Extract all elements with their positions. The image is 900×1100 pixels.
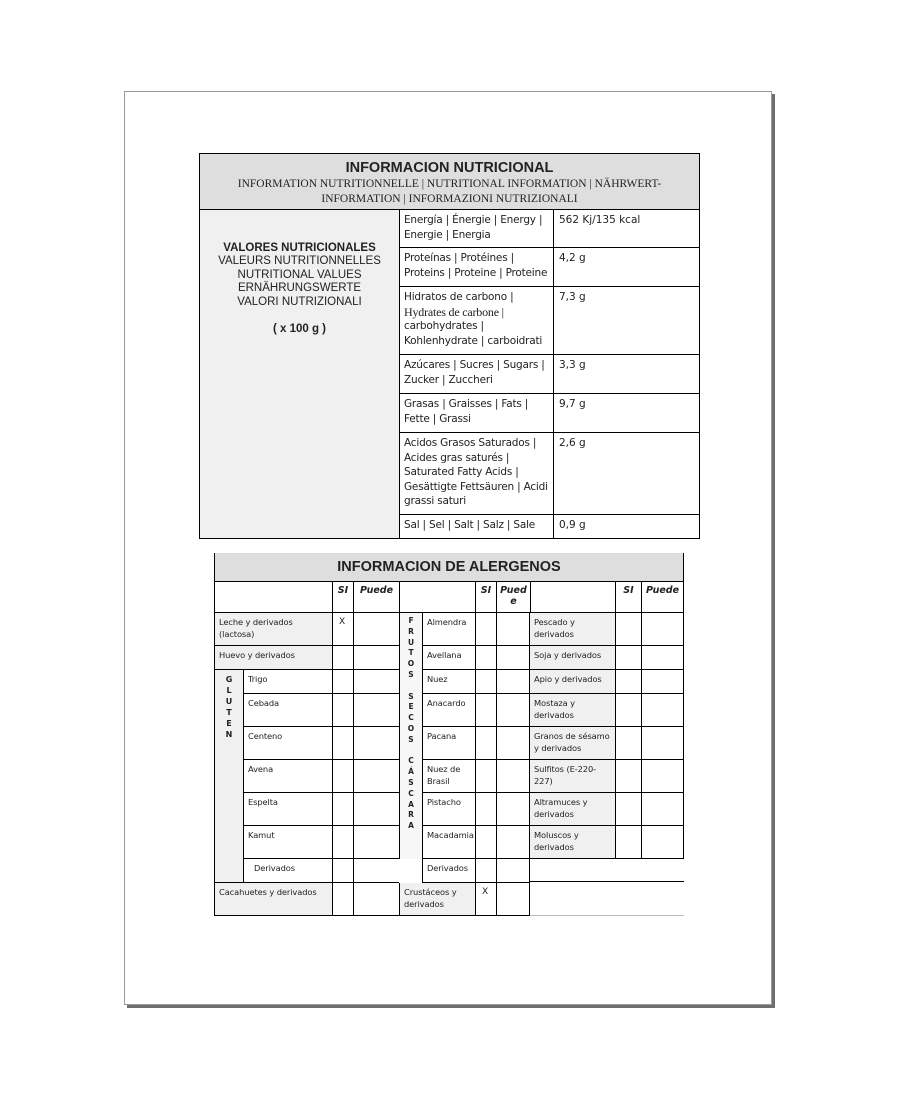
allergen-si[interactable] (475, 826, 496, 859)
nut-item: Avellana (422, 646, 475, 670)
gluten-item: Trigo (243, 670, 332, 694)
side-label-it: VALORI NUTRIZIONALI (237, 295, 362, 308)
allergen-si[interactable] (475, 613, 496, 646)
header-puede-right: Puede (641, 581, 684, 613)
nutrition-row-value: 4,2 g (554, 248, 700, 287)
allergen-si[interactable] (475, 670, 496, 694)
allergen-puede[interactable] (641, 613, 684, 646)
gluten-item: Kamut (243, 826, 332, 859)
allergen-name: Altramuces y derivados (530, 793, 615, 826)
allergen-puede[interactable] (641, 694, 684, 727)
header-si-left: SI (332, 581, 353, 613)
right-row-divider (530, 858, 684, 882)
bottom-right-blank (530, 883, 684, 916)
nutrition-header (199, 153, 700, 210)
nutrition-row-value: 9,7 g (554, 394, 700, 433)
allergen-puede[interactable] (353, 670, 399, 694)
allergen-si[interactable] (332, 826, 353, 859)
header-blank-right (530, 581, 615, 613)
allergen-puede[interactable] (353, 793, 399, 826)
allergen-puede[interactable] (496, 646, 530, 670)
allergen-si[interactable] (475, 694, 496, 727)
allergen-puede[interactable] (496, 670, 530, 694)
allergen-si[interactable] (475, 859, 496, 883)
allergen-si[interactable] (332, 727, 353, 760)
nut-item: Nuez de Brasil (422, 760, 475, 793)
allergen-puede[interactable] (496, 613, 530, 646)
allergen-si: X (332, 613, 353, 646)
gluten-group-label: G L U T E N (214, 670, 243, 883)
nutrition-row-label: Proteínas | Protéines | Proteins | Proteine | Proteine (399, 248, 554, 287)
side-label-es: VALORES NUTRICIONALES (223, 242, 376, 254)
nut-item: Pacana (422, 727, 475, 760)
nutrition-row-value: 7,3 g (554, 287, 700, 355)
carb-label-fr: Hydrates de carbone | (404, 304, 504, 319)
allergen-si[interactable] (615, 613, 641, 646)
allergen-puede[interactable] (353, 694, 399, 727)
allergen-si[interactable] (475, 646, 496, 670)
carb-label-es: Hidratos de carbono | (404, 291, 514, 303)
header-si-right: SI (615, 581, 641, 613)
header-blank-left (214, 581, 332, 613)
allergen-si[interactable] (615, 826, 641, 859)
frutos-secos-group-label: F R U T O S S E C O S C Á S C A R A (399, 613, 422, 859)
nutrition-row-label: Grasas | Graisses | Fats | Fette | Grassi (399, 394, 554, 433)
allergen-puede[interactable] (496, 760, 530, 793)
side-label-de: ERNÄHRUNGSWERTE (237, 282, 362, 294)
nutrition-row-value: 562 Kj/135 kcal (554, 210, 700, 248)
allergen-name: Huevo y derivados (214, 646, 332, 670)
side-label-en: NUTRITIONAL VALUES (237, 268, 362, 281)
allergen-si[interactable] (332, 646, 353, 670)
nutrition-row-label (399, 287, 554, 355)
allergen-name: Sulfitos (E-220-227) (530, 760, 615, 793)
allergen-puede[interactable] (496, 793, 530, 826)
allergen-puede[interactable] (353, 760, 399, 793)
allergen-si[interactable] (475, 727, 496, 760)
allergen-name: Soja y derivados (530, 646, 615, 670)
allergen-header (214, 553, 684, 581)
allergen-puede[interactable] (353, 646, 399, 670)
allergen-name: Pescado y derivados (530, 613, 615, 646)
nutrition-subtitle-1: INFORMATION NUTRITIONNELLE | NUTRITIONAL INFORMATION | NÄHRWERT- (237, 178, 662, 190)
allergen-si[interactable] (615, 646, 641, 670)
allergen-title: INFORMACION DE ALERGENOS (337, 559, 561, 575)
allergen-si[interactable] (615, 694, 641, 727)
nut-item: Nuez (422, 670, 475, 694)
allergen-puede[interactable] (353, 727, 399, 760)
allergen-name: Cacahuetes y derivados (214, 883, 332, 916)
nutrition-row-label: Sal | Sel | Salt | Salz | Sale (399, 515, 554, 539)
allergen-puede[interactable] (496, 826, 530, 859)
side-label-fr: VALEURS NUTRITIONNELLES (218, 255, 381, 267)
allergen-puede[interactable] (641, 727, 684, 760)
allergen-si[interactable] (332, 760, 353, 793)
gluten-item: Derivados (243, 859, 332, 883)
header-blank-mid (399, 581, 475, 613)
nutrition-row-label: Energía | Énergie | Energy | Energie | Energia (399, 210, 554, 248)
allergen-si[interactable] (475, 793, 496, 826)
allergen-puede[interactable] (641, 646, 684, 670)
allergen-si[interactable] (615, 793, 641, 826)
gluten-item: Avena (243, 760, 332, 793)
allergen-name: Mostaza y derivados (530, 694, 615, 727)
allergen-puede[interactable] (353, 613, 399, 646)
nutrition-side-panel (199, 210, 399, 539)
gluten-item: Centeno (243, 727, 332, 760)
allergen-si[interactable] (332, 694, 353, 727)
gluten-item: Espelta (243, 793, 332, 826)
allergen-name: Leche y derivados (lactosa) (214, 613, 332, 646)
nutrition-row-label: Azúcares | Sucres | Sugars | Zucker | Zuccheri (399, 355, 554, 394)
nutrition-title: INFORMACION NUTRICIONAL (345, 160, 554, 176)
allergen-puede[interactable] (353, 883, 399, 916)
allergen-si[interactable] (615, 670, 641, 694)
nut-item: Pistacho (422, 793, 475, 826)
allergen-puede[interactable] (496, 883, 530, 916)
header-puede-left: Puede (353, 581, 399, 613)
allergen-name: Granos de sésamo y derivados (530, 727, 615, 760)
header-si-mid: SI (475, 581, 496, 613)
allergen-si[interactable] (332, 793, 353, 826)
allergen-puede[interactable] (496, 859, 530, 883)
allergen-si[interactable] (332, 883, 353, 916)
allergen-puede[interactable] (496, 727, 530, 760)
allergen-puede[interactable] (496, 694, 530, 727)
document-page (124, 91, 772, 1005)
allergen-puede[interactable] (641, 670, 684, 694)
allergen-name: Apio y derivados (530, 670, 615, 694)
allergen-puede[interactable] (641, 793, 684, 826)
allergen-puede[interactable] (641, 826, 684, 859)
nutrition-row-value: 3,3 g (554, 355, 700, 394)
allergen-si[interactable] (332, 859, 353, 883)
allergen-si[interactable] (615, 760, 641, 793)
gluten-item: Cebada (243, 694, 332, 727)
header-puede-mid: Pued e (496, 581, 530, 613)
allergen-puede[interactable] (353, 826, 399, 859)
nut-item: Anacardo (422, 694, 475, 727)
nutrition-row-label: Acidos Grasos Saturados | Acides gras saturés | Saturated Fatty Acids | Gesättigte Fettsäuren | Acidi grassi saturi (399, 433, 554, 515)
allergen-name: Moluscos y derivados (530, 826, 615, 859)
nutrition-row-value: 2,6 g (554, 433, 700, 515)
nutrition-subtitle-2: INFORMATION | INFORMAZIONI NUTRIZIONALI (321, 192, 578, 205)
allergen-puede[interactable] (353, 859, 399, 883)
allergen-si: X (475, 883, 496, 916)
per-100g: ( x 100 g ) (272, 323, 327, 335)
carb-label-rest: carbohydrates | Kohlenhydrate | carboidrati (404, 320, 543, 347)
nut-item: Macadamia (422, 826, 475, 859)
allergen-si[interactable] (615, 727, 641, 760)
allergen-name: Crustáceos y derivados (399, 883, 475, 916)
allergen-si[interactable] (475, 760, 496, 793)
nutrition-row-value: 0,9 g (554, 515, 700, 539)
nut-item: Almendra (422, 613, 475, 646)
nut-item: Derivados (422, 859, 475, 883)
allergen-si[interactable] (332, 670, 353, 694)
allergen-puede[interactable] (641, 760, 684, 793)
